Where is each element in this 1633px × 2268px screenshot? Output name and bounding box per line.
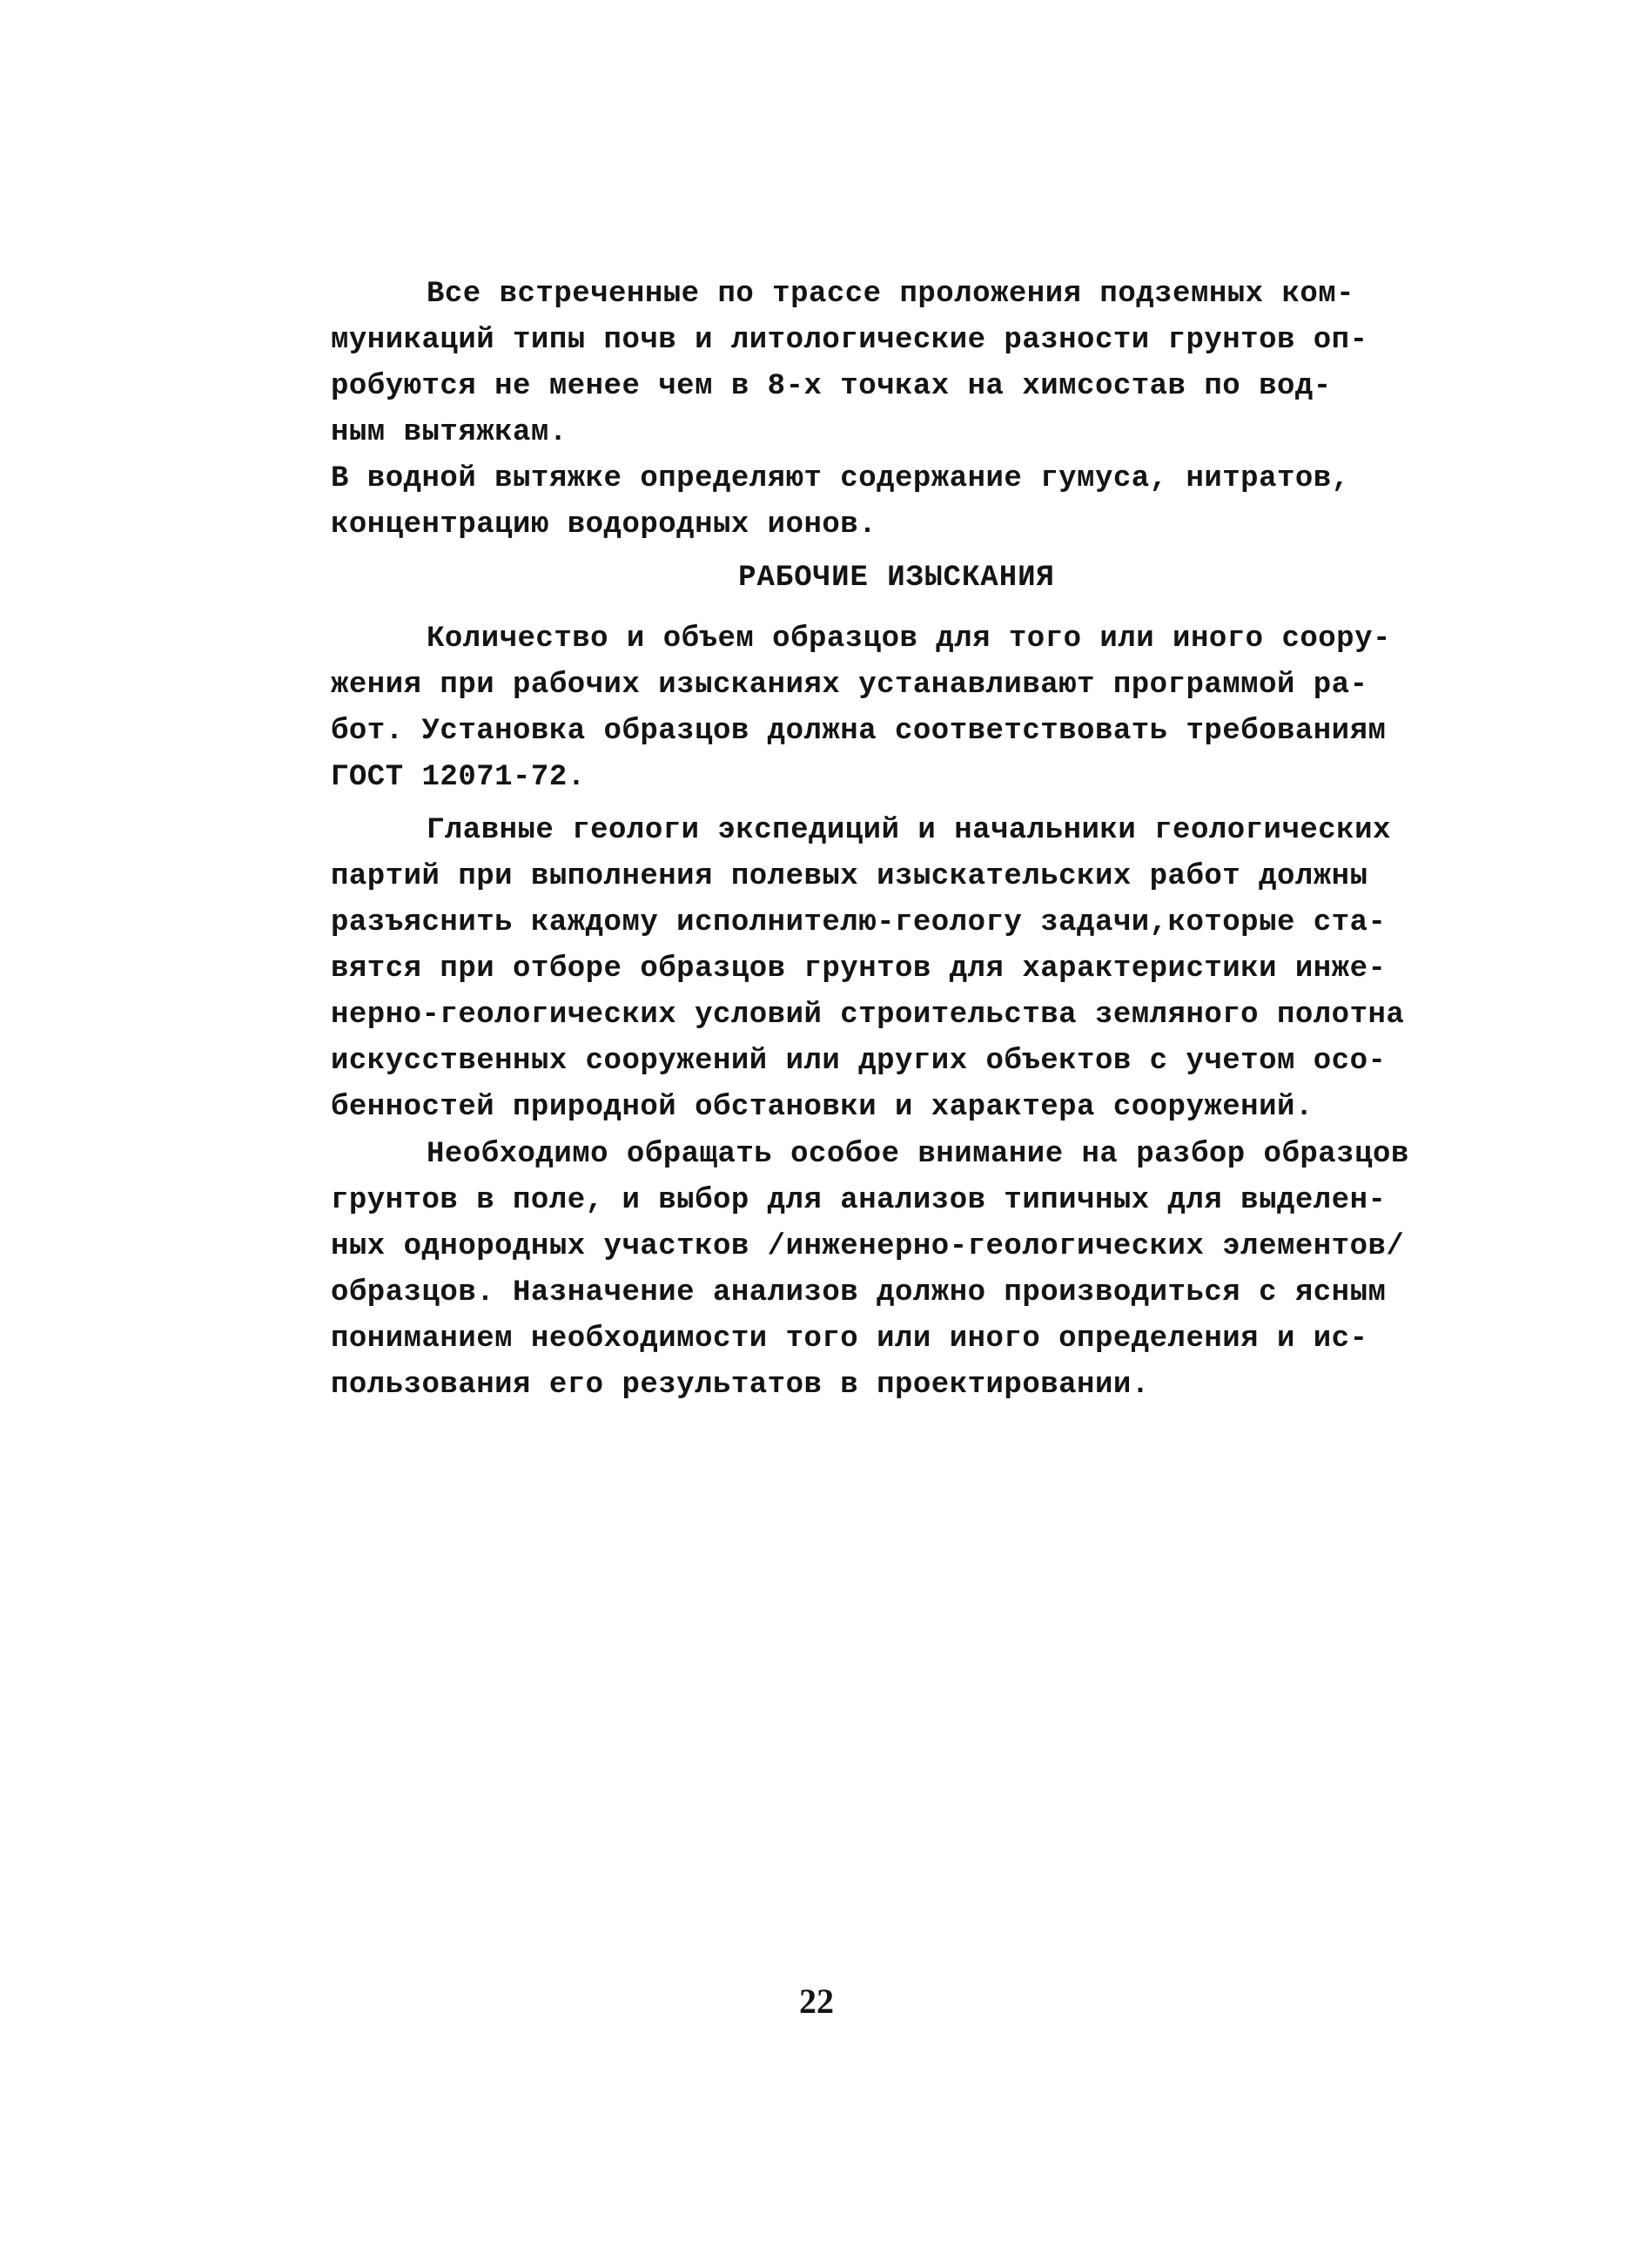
text-line: Количество и объем образцов для того или иного соору-	[427, 623, 1391, 656]
text-line: бот. Установка образцов должна соответствовать требованиям	[331, 715, 1387, 748]
text-line: жения при рабочих изысканиях устанавливают программой ра-	[331, 669, 1368, 702]
text-line: разъяснить каждому исполнителю-геологу задачи,которые ста-	[331, 906, 1387, 939]
text-line: пониманием необходимости того или иного определения и ис-	[331, 1322, 1368, 1356]
paragraph-sampling-points	[331, 272, 1462, 456]
text-line: Все встреченные по трассе проложения подземных ком-	[427, 278, 1355, 311]
text-line: нерно-геологических условий строительства земляного полотна	[331, 999, 1405, 1032]
paragraph-water-extract	[331, 456, 1462, 548]
text-line: робуются не менее чем в 8-х точках на химсостав по вод-	[331, 370, 1332, 403]
paragraph-sample-quantity	[331, 616, 1462, 801]
text-line: В водной вытяжке определяют содержание гумуса, нитратов,	[331, 462, 1350, 495]
text-line: ГОСТ 12071-72.	[331, 761, 586, 794]
paragraph-chief-geologists	[331, 808, 1462, 1131]
text-line: партий при выполнения полевых изыскательских работ должны	[331, 860, 1368, 893]
text-line: ным вытяжкам.	[331, 416, 568, 449]
text-line: вятся при отборе образцов грунтов для характеристики инже-	[331, 952, 1387, 986]
section-heading: РАБОЧИЕ ИЗЫСКАНИЯ	[738, 562, 1055, 595]
text-line: искусственных сооружений или других объектов с учетом осо-	[331, 1045, 1387, 1078]
text-line: муникаций типы почв и литологические разности грунтов оп-	[331, 324, 1368, 357]
text-line: Необходимо обращать особое внимание на разбор образцов	[427, 1138, 1409, 1171]
text-line: пользования его результатов в проектировании.	[331, 1369, 1150, 1402]
page-number: 22	[799, 1982, 834, 2021]
text-line: Главные геологи экспедиций и начальники геологических	[427, 814, 1391, 847]
text-line: грунтов в поле, и выбор для анализов типичных для выделен-	[331, 1184, 1387, 1217]
text-line: концентрацию водородных ионов.	[331, 508, 877, 542]
paragraph-sample-selection	[331, 1132, 1462, 1409]
text-line: образцов. Назначение анализов должно производиться с ясным	[331, 1276, 1387, 1309]
text-line: ных однородных участков /инженерно-геологических элементов/	[331, 1230, 1405, 1263]
text-line: бенностей природной обстановки и характера сооружений.	[331, 1091, 1314, 1124]
